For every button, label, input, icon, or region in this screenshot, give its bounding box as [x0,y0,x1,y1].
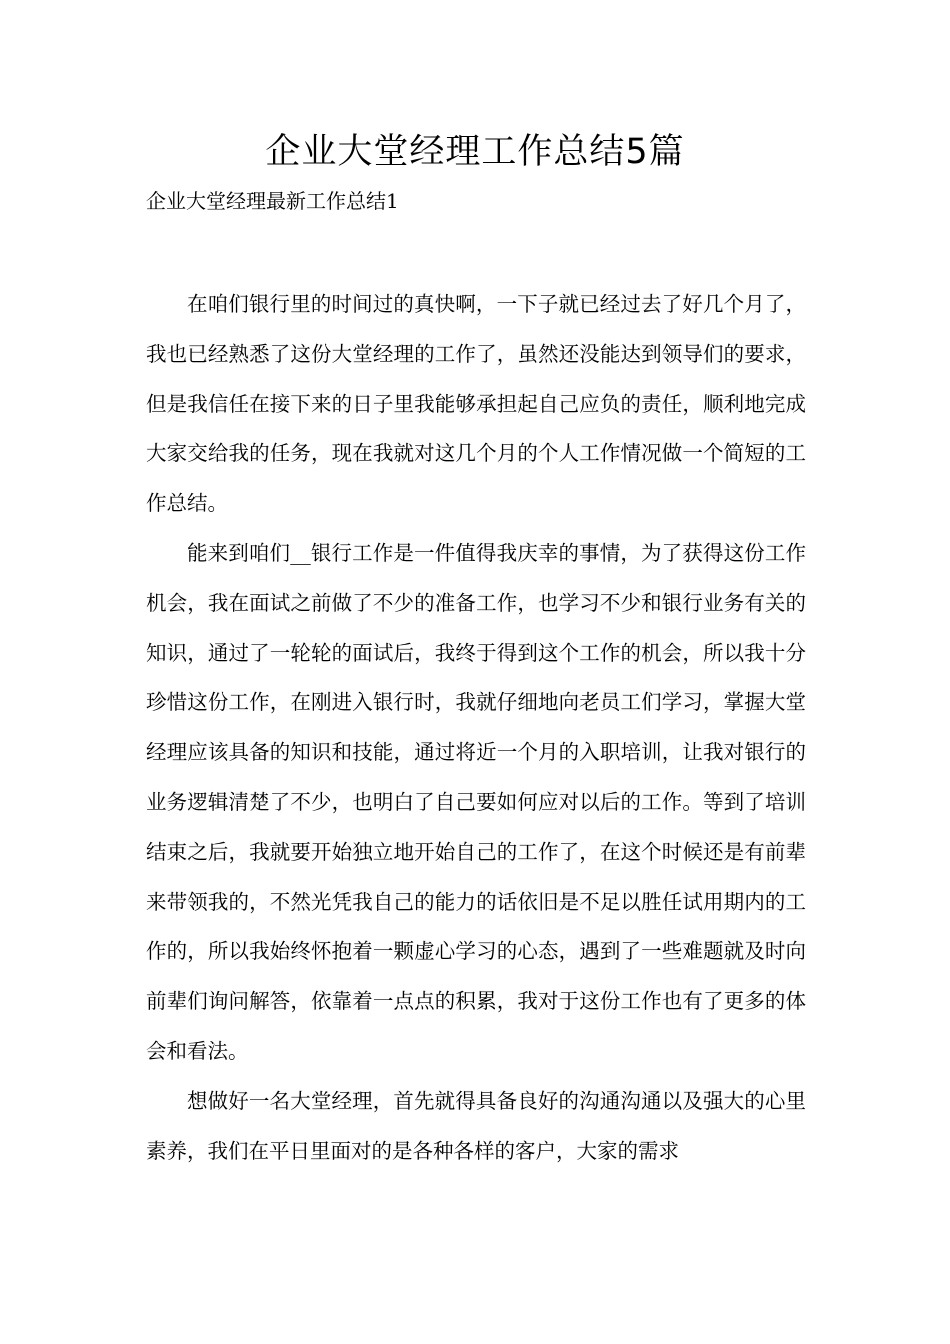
document-title: 企业大堂经理工作总结5篇 [265,132,685,172]
document-subtitle: 企业大堂经理最新工作总结1 [146,189,399,213]
document-body [146,280,806,1176]
body-paragraph: 在咱们银行里的时间过的真快啊，一下子就已经过去了好几个月了，我也已经熟悉了这份大堂经理的工作了，虽然还没能达到领导们的要求，但是我信任在接下来的日子里我能够承担起自己应负的责任，顺利地完成大家交给我的任务，现在我就对这几个月的个人工作情况做一个简短的工作总结。 [146,292,806,516]
body-paragraph: 想做好一名大堂经理，首先就得具备良好的沟通沟通以及强大的心里素养，我们在平日里面对的是各种各样的客户，大家的需求 [146,1088,806,1163]
body-paragraph: 能来到咱们__银行工作是一件值得我庆幸的事情，为了获得这份工作机会，我在面试之前做了不少的准备工作，也学习不少和银行业务有关的知识，通过了一轮轮的面试后，我终于得到这个工作的机会，所以我十分珍惜这份工作，在刚进入银行时，我就仔细地向老员工们学习，掌握大堂经理应该具备的知识和技能，通过将近一个月的入职培训，让我对银行的业务逻辑清楚了不少，也明白了自己要如何应对以后的工作。等到了培训结束之后，我就要开始独立地开始自己的工作了，在这个时候还是有前辈来带领我的，不然光凭我自己的能力的话依旧是不足以胜任试用期内的工作的，所以我始终怀抱着一颗虚心学习的心态，遇到了一些难题就及时向前辈们询问解答，依靠着一点点的积累，我对于这份工作也有了更多的体会和看法。 [146,540,806,1063]
